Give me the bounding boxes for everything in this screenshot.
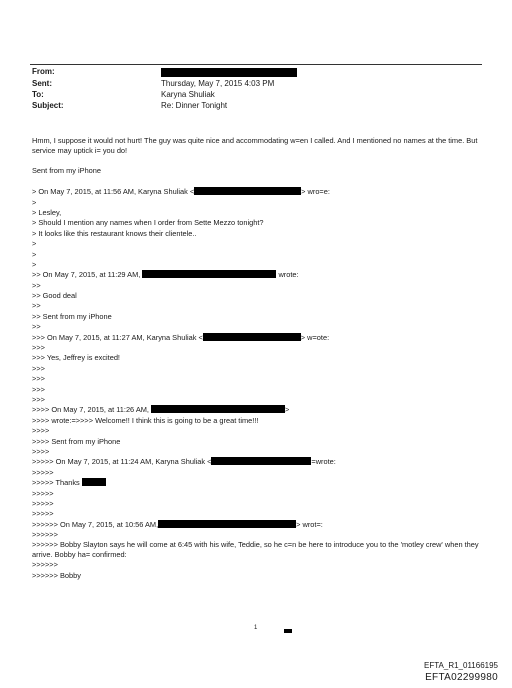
to-value: Karyna Shuliak xyxy=(161,90,215,99)
quote-line: >>> xyxy=(32,374,45,384)
to-label: To: xyxy=(32,90,44,99)
header-rule xyxy=(30,64,482,65)
quote-line: >>>> wrote:=>>>> Welcome!! I think this is going to be a great time!!! xyxy=(32,415,259,425)
quote-line: >> xyxy=(32,301,41,311)
quote-header-2: >> On May 7, 2015, at 11:29 AM, wrote: xyxy=(32,270,299,280)
quote-header-1: > On May 7, 2015, at 11:56 AM, Karyna Shuliak < > wro=e: xyxy=(32,187,330,197)
quote-line: >>>> xyxy=(32,426,50,436)
subject-label: Subject: xyxy=(32,101,64,110)
quote-line: >>> Yes, Jeffrey is excited! xyxy=(32,353,120,363)
quote-line: >>>>>> xyxy=(32,530,58,540)
quote-line: >> xyxy=(32,322,41,332)
quote-line: >> Good deal xyxy=(32,291,77,301)
quote-line: >>>>> xyxy=(32,509,54,519)
quote-header-6: >>>>>> On May 7, 2015, at 10:56 AM, > wrot=: xyxy=(32,519,323,529)
quote-line: >>> xyxy=(32,384,45,394)
sender-redaction xyxy=(158,520,296,528)
quote-line: > Should I mention any names when I order from Sette Mezzo tonight? xyxy=(32,218,264,228)
quote-line: >>>>> xyxy=(32,498,54,508)
quote-line: > Lesley, xyxy=(32,207,62,217)
footer-redaction-mark xyxy=(284,629,292,633)
bates-number-primary: EFTA_R1_01166195 xyxy=(424,661,498,670)
name-redaction xyxy=(82,478,106,486)
quote-line: >>> xyxy=(32,394,45,404)
quote-header-4: >>>> On May 7, 2015, at 11:26 AM, > xyxy=(32,405,290,415)
subject-value: Re: Dinner Tonight xyxy=(161,101,228,110)
from-label: From: xyxy=(32,67,55,76)
email-redaction xyxy=(211,457,311,465)
quote-line: > xyxy=(32,239,37,249)
sent-value: Thursday, May 7, 2015 4:03 PM xyxy=(161,79,275,88)
from-redaction xyxy=(161,68,297,77)
page-number: 1 xyxy=(254,625,258,631)
quote-line: >>>> Sent from my iPhone xyxy=(32,436,121,446)
sender-redaction xyxy=(151,405,285,413)
sender-redaction xyxy=(142,270,276,278)
quote-line: >>>>>> Bobby Slayton says he will come at 6:45 with his wife, Teddie, so he c=n be here to introduce you to the 'motley crew' when they arrive. Bobby ha= confirmed: xyxy=(32,540,479,560)
signature-line: Sent from my iPhone xyxy=(32,166,102,176)
quote-line: >>>>> Thanks xyxy=(32,478,482,488)
quote-line: > xyxy=(32,197,37,207)
email-body xyxy=(32,136,482,581)
quote-header-3: >>> On May 7, 2015, at 11:27 AM, Karyna Shuliak < > w=ote: xyxy=(32,332,330,342)
quote-line: >> xyxy=(32,280,41,290)
bates-number-secondary: EFTA02299980 xyxy=(425,672,498,683)
quote-line: >>>> xyxy=(32,446,50,456)
quote-line: >> Sent from my iPhone xyxy=(32,311,112,321)
email-redaction xyxy=(194,187,301,195)
quote-line: >>> xyxy=(32,363,45,373)
quote-line: > It looks like this restaurant knows their clientele.. xyxy=(32,228,197,238)
quote-line: >>> xyxy=(32,343,45,353)
quote-line: >>>>>> Bobby xyxy=(32,570,81,580)
email-redaction xyxy=(203,333,301,341)
quote-line: > xyxy=(32,249,37,259)
sent-label: Sent: xyxy=(32,79,52,88)
quote-line: >>>>> xyxy=(32,467,54,477)
quote-line: > xyxy=(32,259,37,269)
quote-header-5: >>>>> On May 7, 2015, at 11:24 AM, Karyna Shuliak < =wrote: xyxy=(32,457,336,467)
quote-line: >>>>>> xyxy=(32,560,58,570)
body-paragraph: Hmm, I suppose it would not hurt! The guy was quite nice and accommodating w=en I called. And I mentioned no names at the time. But service may uptick i= you do! xyxy=(32,136,478,155)
quote-line: >>>>> xyxy=(32,488,54,498)
